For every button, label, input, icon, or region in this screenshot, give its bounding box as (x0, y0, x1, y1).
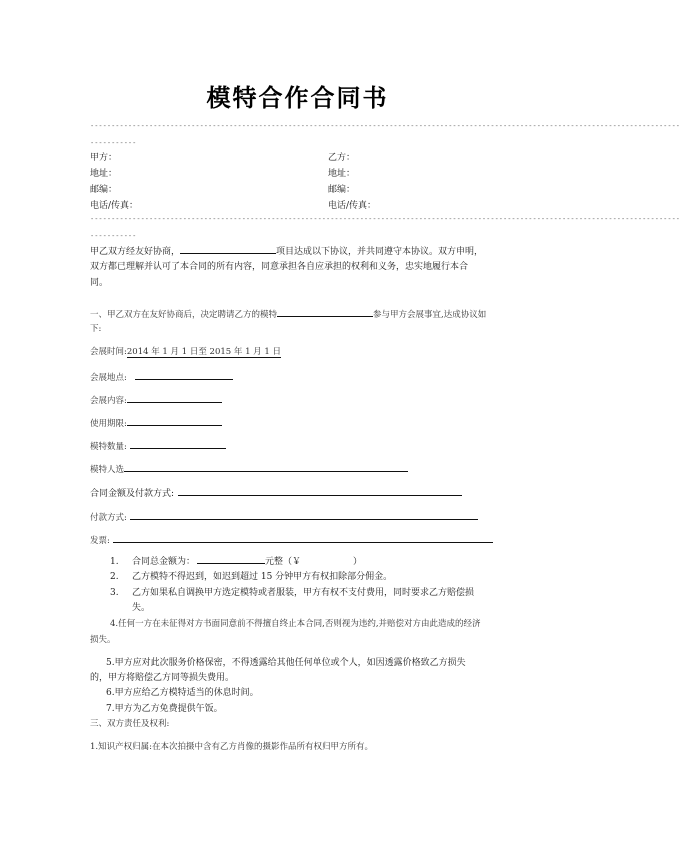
amount-payment-blank[interactable] (178, 486, 462, 496)
clause-1 (110, 554, 362, 568)
model-count-blank[interactable] (130, 439, 226, 449)
separator-line: -------------------------------------------------------------------------------------------------------------------------------------------- (90, 215, 680, 223)
model-name-blank[interactable] (277, 307, 373, 317)
usage-label: 使用期限: (90, 419, 127, 429)
venue-label: 会展地点: (90, 373, 127, 383)
invoice-row (90, 533, 493, 547)
section1-text-a: 一、甲乙双方在友好协商后，决定聘请乙方的模特 (90, 310, 278, 320)
party-a-phone-label: 电话/传真： (90, 201, 139, 211)
model-selection-blank[interactable] (124, 462, 408, 472)
exhibition-time-value: 2014 年 1 月 1 日至 2015 年 1 月 1 日 (126, 347, 281, 357)
section1-text-b: 参与甲方会展事宜,达成协议如 (373, 310, 487, 320)
payment-method-row (90, 510, 478, 524)
exhibition-time-row (90, 346, 281, 358)
clause-4-line-1: 4.任何一方在未征得对方书面同意前不得擅自终止本合同,否则视为违约,并赔偿对方由此造成的经济 (110, 619, 481, 629)
clause-1-text-c: ） (353, 557, 363, 567)
amount-payment-label: 合同金额及付款方式: (90, 489, 175, 499)
invoice-blank[interactable] (113, 533, 493, 543)
clause-2-number: 2. (110, 572, 119, 582)
usage-blank[interactable] (127, 416, 222, 426)
separator-line: -------------------------------------------------------------------------------------------------------------------------------------------- (90, 122, 680, 130)
model-selection-label: 模特人选 (90, 465, 125, 475)
exhibition-time-label: 会展时间: (90, 347, 127, 357)
venue-blank[interactable] (135, 370, 233, 380)
model-selection-row (90, 462, 408, 476)
model-count-row (90, 439, 226, 453)
intro-text-b: 项目达成以下协议，并共同遵守本协议。双方申明， (276, 247, 484, 257)
clause-3-text: 乙方如果私自调换甲方选定模特或者服装，甲方有权不支付费用，同时要求乙方赔偿损 (132, 588, 475, 598)
payment-method-label: 付款方式: (90, 513, 127, 523)
intro-line-1 (90, 244, 483, 258)
venue-row (90, 370, 233, 384)
content-row (90, 393, 222, 407)
clause-1-text-b: 元整（￥ (265, 557, 302, 567)
clause-7: 7.甲方为乙方免费提供午饭。 (106, 704, 223, 714)
model-count-label: 模特数量: (90, 442, 127, 452)
separator-line-tail: ----------- (90, 139, 137, 147)
content-blank[interactable] (127, 393, 222, 403)
clause-2 (110, 571, 392, 583)
section1-line-1 (90, 307, 486, 321)
clause-2-text: 乙方模特不得迟到，如迟到超过 15 分钟甲方有权扣除部分佣金。 (132, 572, 393, 582)
party-b-phone-label: 电话/传真： (328, 201, 377, 211)
clause-5-line-2: 的，甲方将赔偿乙方同等损失费用。 (90, 673, 235, 683)
clause-3-number: 3. (110, 588, 119, 598)
party-a-postcode-label: 邮编： (90, 185, 118, 195)
intro-line-3: 同。 (90, 278, 109, 288)
intro-text-a: 甲乙双方经友好协商， (90, 247, 181, 257)
invoice-label: 发票: (90, 536, 110, 546)
payment-method-blank[interactable] (130, 510, 478, 520)
total-amount-blank[interactable] (197, 554, 265, 564)
clause-1-number: 1. (110, 557, 119, 567)
section3-heading: 三、双方责任及权利: (90, 719, 170, 729)
clause-3-line-2: 失。 (132, 603, 151, 613)
clause-3-line-1 (110, 587, 474, 599)
intro-line-2: 双方都已理解并认可了本合同的所有内容，同意承担各自应承担的权利和义务，忠实地履行本合 (90, 262, 469, 272)
separator-line-tail: ----------- (90, 232, 137, 240)
usage-row (90, 416, 222, 430)
clause-6: 6.甲方应给乙方模特适当的休息时间。 (106, 688, 259, 698)
party-b-label: 乙方： (328, 153, 356, 163)
party-a-label: 甲方： (90, 153, 118, 163)
content-label: 会展内容: (90, 396, 127, 406)
document-title: 模特合作合同书 (206, 84, 389, 112)
amount-payment-row (90, 486, 462, 500)
party-b-address-label: 地址： (328, 169, 356, 179)
section3-item-1: 1.知识产权归属:在本次拍摄中含有乙方肖像的摄影作品所有权归甲方所有。 (90, 742, 373, 752)
clause-5-line-1: 5.甲方应对此次服务价格保密，不得透露给其他任何单位或个人，如因透露价格致乙方损失 (106, 658, 466, 668)
party-a-address-label: 地址： (90, 169, 118, 179)
party-b-postcode-label: 邮编： (328, 185, 356, 195)
clause-4-line-2: 损失。 (90, 635, 116, 645)
section1-line-2: 下: (90, 324, 102, 334)
project-name-blank[interactable] (180, 244, 276, 254)
clause-1-text-a: 合同总金额为： (132, 557, 196, 567)
